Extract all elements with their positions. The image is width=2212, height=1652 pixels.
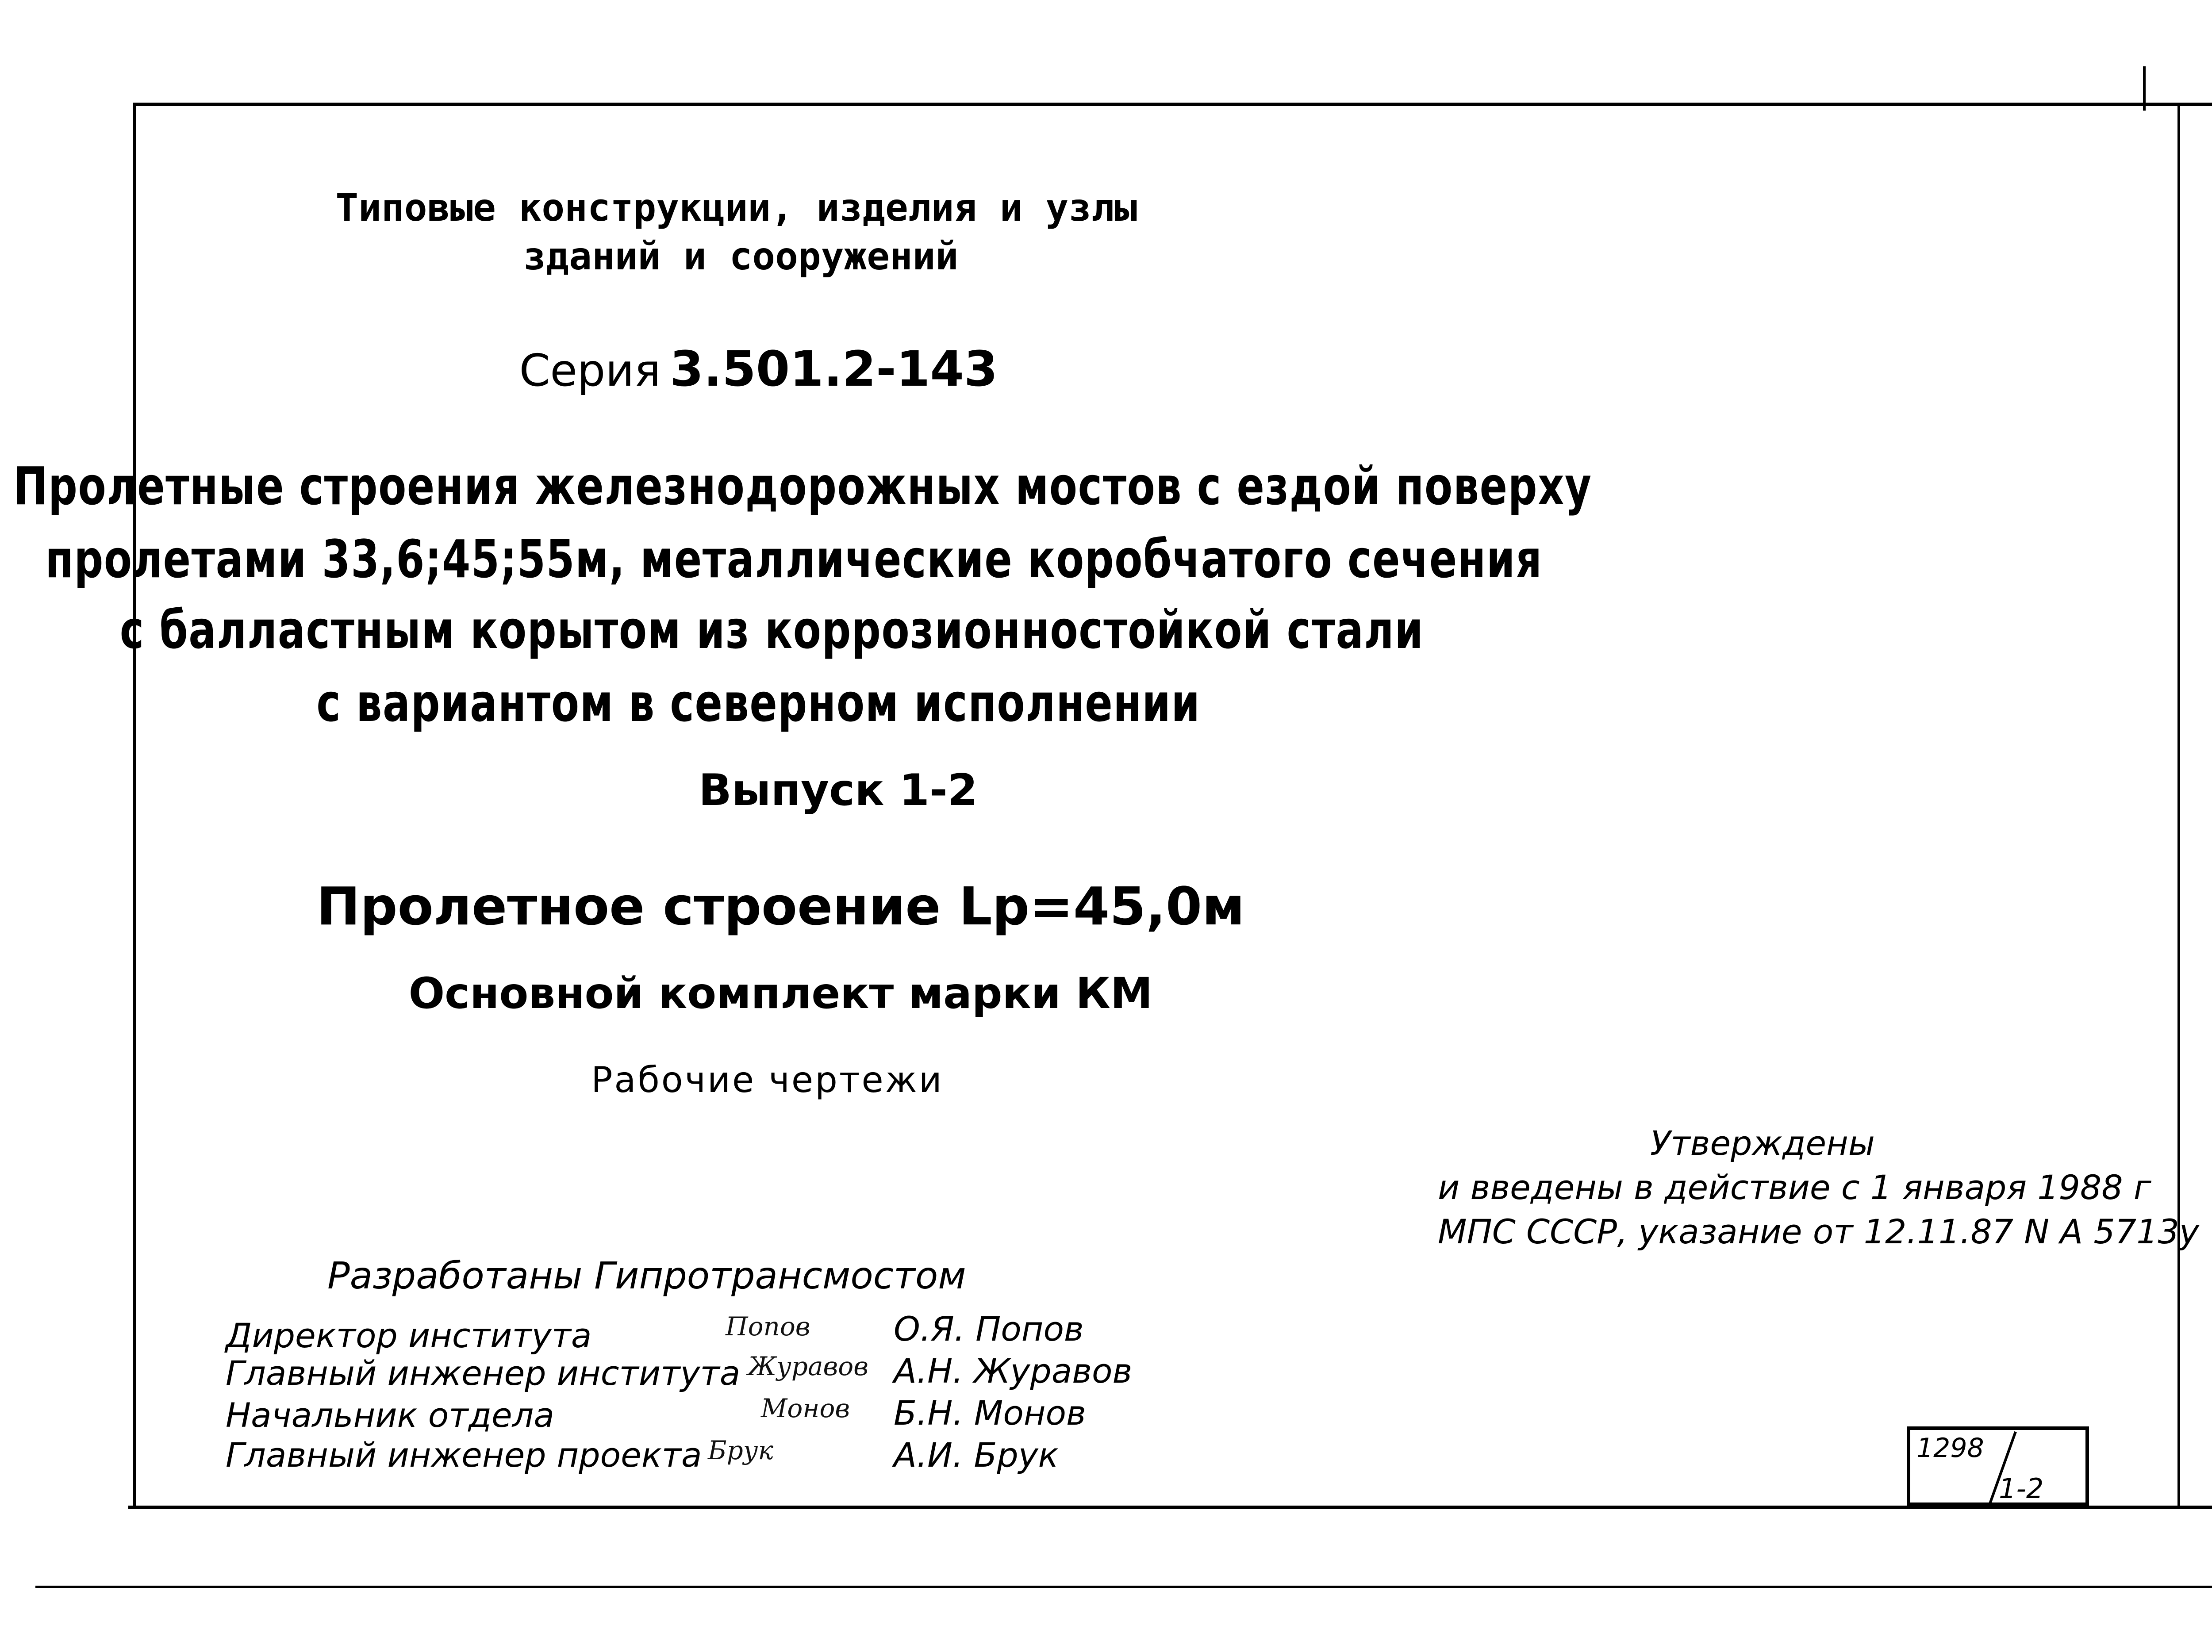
issue: Выпуск 1-2: [699, 765, 978, 816]
title-line-2: пролетами 33,6;45;55м, металлические коробчатого сечения: [45, 529, 1543, 590]
series-label: Серия: [519, 345, 661, 396]
approval-line-3: МПС СССР, указание от 12.11.87 N А 5713у: [1438, 1212, 2199, 1251]
signatory-name-4: А.И. Брук: [894, 1435, 1059, 1475]
header-line-2: зданий и сооружений: [523, 234, 959, 279]
header-line-1: Типовые конструкции, изделия и узлы: [335, 186, 1137, 230]
developed-by: Разработаны Гипротрансмостом: [327, 1254, 966, 1297]
stamp-sheet: 1-2: [1999, 1472, 2044, 1505]
frame-right-outer-border: [2143, 66, 2146, 111]
kit-label: Основной комплект марки КМ: [408, 969, 1153, 1018]
stamp-number: 1298: [1916, 1433, 1984, 1464]
frame-right-inner-border: [2177, 103, 2180, 1509]
title-line-3: с балластным корытом из коррозионностойкой стали: [119, 599, 1424, 660]
document-stamp: [1907, 1426, 2089, 1506]
signatory-name-1: О.Я. Попов: [894, 1309, 1084, 1349]
series-number: 3.501.2-143: [669, 341, 998, 397]
signatory-position-2: Главный инженер института: [226, 1353, 741, 1393]
frame-bottom-border: [128, 1506, 2212, 1509]
signatory-name-2: А.Н. Журавов: [894, 1351, 1133, 1391]
signatory-name-3: Б.Н. Монов: [894, 1393, 1086, 1433]
signatory-position-1: Директор института: [226, 1316, 592, 1355]
work-drawings-label: Рабочие чертежи: [591, 1059, 944, 1100]
signature-1: Попов: [726, 1311, 810, 1342]
signature-3: Монов: [761, 1393, 850, 1423]
title-line-1: Пролетные строения железнодорожных мостов с ездой поверху: [13, 456, 1592, 517]
signatory-position-4: Главный инженер проекта: [226, 1435, 702, 1475]
signature-2: Журавов: [748, 1351, 868, 1381]
sheet-cut-line: [35, 1586, 2212, 1588]
signatory-position-3: Начальник отдела: [226, 1395, 554, 1435]
frame-top-border: [133, 103, 2212, 106]
title-line-4: с вариантом в северном исполнении: [316, 672, 1201, 733]
approval-line-2: и введены в действие с 1 января 1988 г: [1438, 1168, 2151, 1207]
series: [0, 341, 1871, 397]
signature-4: Брук: [708, 1435, 774, 1465]
approval-line-1: Утверждены: [1650, 1123, 1875, 1163]
subtitle: Пролетное строение Lp=45,0м: [316, 876, 1245, 937]
